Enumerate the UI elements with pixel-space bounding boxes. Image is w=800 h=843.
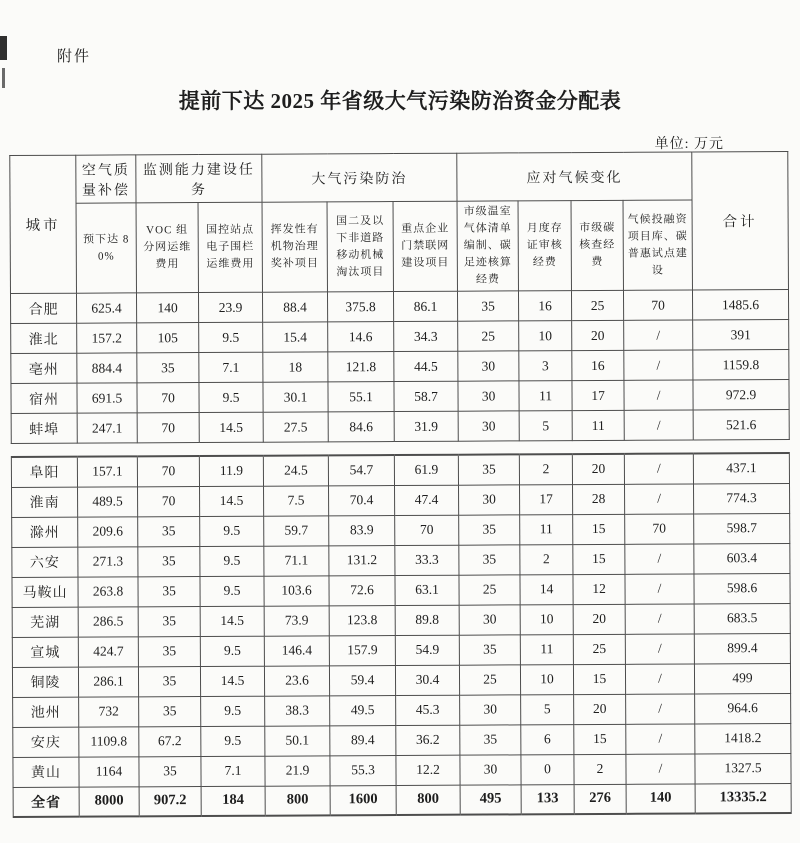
value-cell: 9.5 <box>199 382 263 412</box>
table-row <box>11 380 789 414</box>
sub-header-monthly-evidence-audit: 月度存证审核经费 <box>518 201 571 292</box>
value-cell: 732 <box>79 697 139 727</box>
value-cell: 103.6 <box>264 576 329 606</box>
value-cell: 70 <box>395 515 459 545</box>
value-cell: 7.1 <box>201 756 265 786</box>
value-cell: 16 <box>519 291 572 321</box>
table-row <box>11 453 789 487</box>
value-cell: 14.5 <box>199 412 263 442</box>
value-cell: 35 <box>460 725 521 755</box>
value-cell: 7.1 <box>199 352 263 382</box>
city-cell: 蚌埠 <box>11 413 77 443</box>
value-cell: 54.7 <box>328 455 394 485</box>
value-cell: / <box>626 694 695 724</box>
city-cell: 淮南 <box>12 487 78 517</box>
group-header-climate-change: 应对气候变化 <box>457 152 692 201</box>
value-cell: 59.7 <box>264 516 329 546</box>
row-total-cell: 683.5 <box>694 603 790 634</box>
value-cell: 9.5 <box>200 516 264 546</box>
city-cell: 合肥 <box>10 293 76 323</box>
value-cell: 35 <box>458 291 519 321</box>
province-total-row <box>13 783 791 817</box>
value-cell: 70 <box>138 486 200 516</box>
column-header-total: 合计 <box>692 151 789 290</box>
value-cell: 89.8 <box>395 605 459 635</box>
value-cell: 30.4 <box>395 665 459 695</box>
value-cell: 10 <box>520 604 573 634</box>
value-cell: / <box>625 574 694 604</box>
allocation-table-upper <box>9 151 790 444</box>
city-cell: 池州 <box>13 697 79 727</box>
value-cell: 286.5 <box>78 607 138 637</box>
value-cell: 83.9 <box>329 515 395 545</box>
value-cell: 58.7 <box>394 381 458 411</box>
value-cell: 12.2 <box>396 755 460 785</box>
value-cell: / <box>624 454 693 484</box>
value-cell: 61.9 <box>394 455 458 485</box>
value-cell: 36.2 <box>396 725 460 755</box>
value-cell: 35 <box>139 756 201 786</box>
value-cell: 55.1 <box>328 382 394 412</box>
value-cell: 49.5 <box>330 695 396 725</box>
value-cell: 35 <box>138 516 200 546</box>
value-cell: 375.8 <box>327 292 393 322</box>
city-cell: 芜湖 <box>12 607 78 637</box>
sub-header-voc-network-ops: VOC 组分网运维费用 <box>136 203 198 294</box>
value-cell: 35 <box>459 545 520 575</box>
table-row <box>11 350 789 384</box>
value-cell: 70 <box>137 383 199 413</box>
value-cell: 70 <box>137 413 199 443</box>
value-cell: 5 <box>519 411 572 441</box>
value-cell: 146.4 <box>264 636 329 666</box>
value-cell: 35 <box>138 666 200 696</box>
table-row <box>12 603 790 637</box>
table-row <box>12 573 790 607</box>
value-cell: 84.6 <box>328 412 394 442</box>
value-cell: 209.6 <box>78 517 138 547</box>
value-cell: 2 <box>520 544 573 574</box>
value-cell: 23.9 <box>198 292 262 322</box>
value-cell: 157.2 <box>77 323 137 353</box>
value-cell: 11 <box>519 381 572 411</box>
sub-header-station-efence-ops: 国控站点电子围栏运维费用 <box>198 202 262 293</box>
value-cell: 11 <box>520 634 573 664</box>
value-cell: 44.5 <box>394 351 458 381</box>
value-cell: 73.9 <box>264 606 329 636</box>
row-total-cell: 391 <box>693 320 789 351</box>
value-cell: 30 <box>458 411 519 441</box>
value-cell: 54.9 <box>395 635 459 665</box>
value-cell: 17 <box>520 484 573 514</box>
value-cell: 263.8 <box>78 577 138 607</box>
table-row <box>13 723 791 757</box>
scan-artifact <box>0 36 7 60</box>
sub-header-pre-allocated-80pct: 预下达 80% <box>76 203 136 294</box>
header-group-row <box>10 151 788 203</box>
value-cell: 72.6 <box>329 575 395 605</box>
value-cell: 140 <box>626 784 695 814</box>
value-cell: 14.5 <box>200 666 264 696</box>
value-cell: 18 <box>263 352 328 382</box>
value-cell: 35 <box>138 576 200 606</box>
value-cell: 20 <box>572 321 624 351</box>
table-row <box>12 483 790 517</box>
value-cell: 9.5 <box>199 322 263 352</box>
value-cell: 25 <box>459 575 520 605</box>
value-cell: / <box>625 484 694 514</box>
value-cell: 14 <box>520 574 573 604</box>
value-cell: 25 <box>458 321 519 351</box>
value-cell: 35 <box>137 353 199 383</box>
row-total-cell: 499 <box>694 663 790 694</box>
value-cell: 20 <box>574 694 626 724</box>
value-cell: 30 <box>460 695 521 725</box>
value-cell: 2 <box>519 454 572 484</box>
value-cell: 70 <box>137 456 199 486</box>
value-cell: 35 <box>458 455 519 485</box>
value-cell: 38.3 <box>265 696 330 726</box>
row-total-cell: 603.4 <box>694 543 790 574</box>
table-row <box>12 633 790 667</box>
value-cell: / <box>624 320 693 350</box>
value-cell: 15.4 <box>263 322 328 352</box>
unit-note: 单位: 万元 <box>654 137 724 152</box>
value-cell: 25 <box>573 634 625 664</box>
value-cell: 5 <box>521 694 574 724</box>
row-total-cell: 972.9 <box>693 380 789 411</box>
value-cell: 88.4 <box>262 292 327 322</box>
value-cell: 907.2 <box>139 786 201 816</box>
group-header-air-pollution-control: 大气污染防治 <box>262 153 457 202</box>
value-cell: 71.1 <box>264 546 329 576</box>
value-cell: 157.1 <box>77 457 137 487</box>
value-cell: 1164 <box>79 757 139 787</box>
value-cell: 105 <box>137 323 199 353</box>
value-cell: 800 <box>396 785 460 815</box>
column-header-city: 城市 <box>10 155 77 294</box>
table-row <box>12 543 790 577</box>
row-total-cell: 1327.5 <box>695 753 791 784</box>
value-cell: / <box>626 754 695 784</box>
value-cell: 89.4 <box>330 725 396 755</box>
value-cell: 25 <box>572 291 624 321</box>
value-cell: 271.3 <box>78 547 138 577</box>
value-cell: 691.5 <box>77 383 137 413</box>
value-cell: 495 <box>460 785 521 815</box>
table-row <box>12 663 790 697</box>
value-cell: 15 <box>573 544 625 574</box>
value-cell: 11.9 <box>199 456 263 486</box>
sub-header-voc-treatment-award: 挥发性有机物治理奖补项目 <box>262 202 327 293</box>
value-cell: 9.5 <box>200 546 264 576</box>
value-cell: 24.5 <box>263 456 328 486</box>
city-cell: 淮北 <box>11 323 77 353</box>
city-cell: 宣城 <box>12 637 78 667</box>
sub-header-nonroad-machinery-phaseout: 国二及以下非道路移动机械淘汰项目 <box>327 202 393 293</box>
value-cell: 15 <box>573 664 625 694</box>
value-cell: 424.7 <box>78 637 138 667</box>
value-cell: 14.5 <box>200 486 264 516</box>
value-cell: 86.1 <box>393 291 457 321</box>
value-cell: 3 <box>519 351 572 381</box>
sub-header-climate-finance-pilot: 气候投融资项目库、碳普惠试点建设 <box>623 200 692 291</box>
value-cell: 7.5 <box>264 486 329 516</box>
value-cell: 17 <box>572 381 624 411</box>
value-cell: 30 <box>458 381 519 411</box>
city-cell: 滁州 <box>12 517 78 547</box>
value-cell: / <box>624 350 693 380</box>
value-cell: / <box>626 724 695 754</box>
value-cell: 9.5 <box>200 636 264 666</box>
row-total-cell: 521.6 <box>693 410 789 441</box>
value-cell: 800 <box>265 786 330 816</box>
row-total-cell: 437.1 <box>693 453 789 484</box>
value-cell: 884.4 <box>77 353 137 383</box>
city-cell: 六安 <box>12 547 78 577</box>
value-cell: 28 <box>573 484 625 514</box>
value-cell: 247.1 <box>77 413 137 443</box>
value-cell: 25 <box>459 665 520 695</box>
value-cell: 23.6 <box>264 666 329 696</box>
value-cell: 1109.8 <box>79 727 139 757</box>
value-cell: 20 <box>573 604 625 634</box>
attachment-label: 附件 <box>57 49 92 65</box>
table-row <box>11 320 789 354</box>
value-cell: 33.3 <box>395 545 459 575</box>
value-cell: 21.9 <box>265 756 330 786</box>
value-cell: 489.5 <box>78 487 138 517</box>
city-cell: 黄山 <box>13 757 79 787</box>
table-row <box>11 410 789 444</box>
value-cell: 16 <box>572 351 624 381</box>
row-total-cell: 598.7 <box>694 513 790 544</box>
city-cell: 铜陵 <box>12 667 78 697</box>
value-cell: 35 <box>139 696 201 726</box>
row-total-cell: 899.4 <box>694 633 790 664</box>
value-cell: 10 <box>520 664 573 694</box>
value-cell: / <box>624 410 693 440</box>
value-cell: 30 <box>458 351 519 381</box>
value-cell: 15 <box>573 514 625 544</box>
value-cell: 30 <box>459 605 520 635</box>
document-title: 提前下达 2025 年省级大气污染防治资金分配表 <box>178 89 622 113</box>
value-cell: 9.5 <box>201 726 265 756</box>
value-cell: / <box>625 664 694 694</box>
allocation-tables <box>9 151 790 818</box>
row-total-cell: 774.3 <box>693 483 789 514</box>
value-cell: 35 <box>138 606 200 636</box>
row-total-cell: 1418.2 <box>695 723 791 754</box>
value-cell: 35 <box>459 635 520 665</box>
value-cell: 184 <box>201 786 265 816</box>
value-cell: 276 <box>574 784 626 814</box>
value-cell: / <box>625 634 694 664</box>
table-row <box>13 753 791 787</box>
city-cell: 马鞍山 <box>12 577 78 607</box>
value-cell: 625.4 <box>76 293 136 323</box>
value-cell: 70 <box>625 514 694 544</box>
value-cell: 6 <box>521 724 574 754</box>
value-cell: 55.3 <box>330 755 396 785</box>
city-cell: 亳州 <box>11 353 77 383</box>
value-cell: 14.5 <box>200 606 264 636</box>
value-cell: 1600 <box>330 785 396 815</box>
table-row <box>13 693 791 727</box>
value-cell: 2 <box>574 754 626 784</box>
value-cell: 15 <box>574 724 626 754</box>
row-total-cell: 1159.8 <box>693 350 789 381</box>
city-cell: 宿州 <box>11 383 77 413</box>
value-cell: 67.2 <box>139 726 201 756</box>
value-cell: 286.1 <box>78 667 138 697</box>
value-cell: 30 <box>459 485 520 515</box>
value-cell: 133 <box>521 784 574 814</box>
sub-header-ghg-inventory-footprint: 市级温室气体清单编制、碳足迹核算经费 <box>457 201 518 292</box>
row-total-cell: 598.6 <box>694 573 790 604</box>
value-cell: 157.9 <box>329 635 395 665</box>
value-cell: 14.6 <box>328 322 394 352</box>
value-cell: 8000 <box>79 787 139 817</box>
value-cell: 50.1 <box>265 726 330 756</box>
value-cell: 70.4 <box>329 485 395 515</box>
value-cell: 31.9 <box>394 411 458 441</box>
value-cell: 121.8 <box>328 352 394 382</box>
value-cell: 11 <box>572 411 624 441</box>
value-cell: 20 <box>572 454 624 484</box>
sub-header-key-enterprise-gate-network: 重点企业门禁联网建设项目 <box>393 201 458 292</box>
table-row <box>10 290 788 324</box>
city-cell: 安庆 <box>13 727 79 757</box>
value-cell: 11 <box>520 514 573 544</box>
group-header-air-quality-compensation: 空气质量补偿 <box>76 155 136 203</box>
value-cell: 0 <box>521 754 574 784</box>
value-cell: 131.2 <box>329 545 395 575</box>
value-cell: 34.3 <box>394 321 458 351</box>
city-cell: 全省 <box>13 787 79 817</box>
value-cell: 27.5 <box>263 412 328 442</box>
value-cell: 123.8 <box>329 605 395 635</box>
value-cell: 30 <box>460 755 521 785</box>
row-total-cell: 1485.6 <box>693 290 789 321</box>
value-cell: 45.3 <box>396 695 460 725</box>
value-cell: 70 <box>624 290 693 320</box>
header-sub-row <box>10 199 788 293</box>
row-total-cell: 13335.2 <box>695 783 791 814</box>
value-cell: 47.4 <box>395 485 459 515</box>
value-cell: 9.5 <box>201 696 265 726</box>
group-header-monitoring-capacity: 监测能力建设任务 <box>136 154 262 203</box>
sub-header-city-carbon-verification: 市级碳核查经费 <box>571 200 623 291</box>
value-cell: 140 <box>136 293 198 323</box>
value-cell: / <box>624 380 693 410</box>
value-cell: / <box>625 544 694 574</box>
value-cell: 59.4 <box>329 665 395 695</box>
value-cell: 35 <box>138 546 200 576</box>
row-total-cell: 964.6 <box>695 693 791 724</box>
allocation-table-lower <box>11 452 792 818</box>
value-cell: 35 <box>459 515 520 545</box>
value-cell: 35 <box>138 636 200 666</box>
value-cell: 10 <box>519 321 572 351</box>
value-cell: 12 <box>573 574 625 604</box>
value-cell: 30.1 <box>263 382 328 412</box>
table-row <box>12 513 790 547</box>
city-cell: 阜阳 <box>11 457 77 487</box>
value-cell: 9.5 <box>200 576 264 606</box>
value-cell: / <box>625 604 694 634</box>
value-cell: 63.1 <box>395 575 459 605</box>
